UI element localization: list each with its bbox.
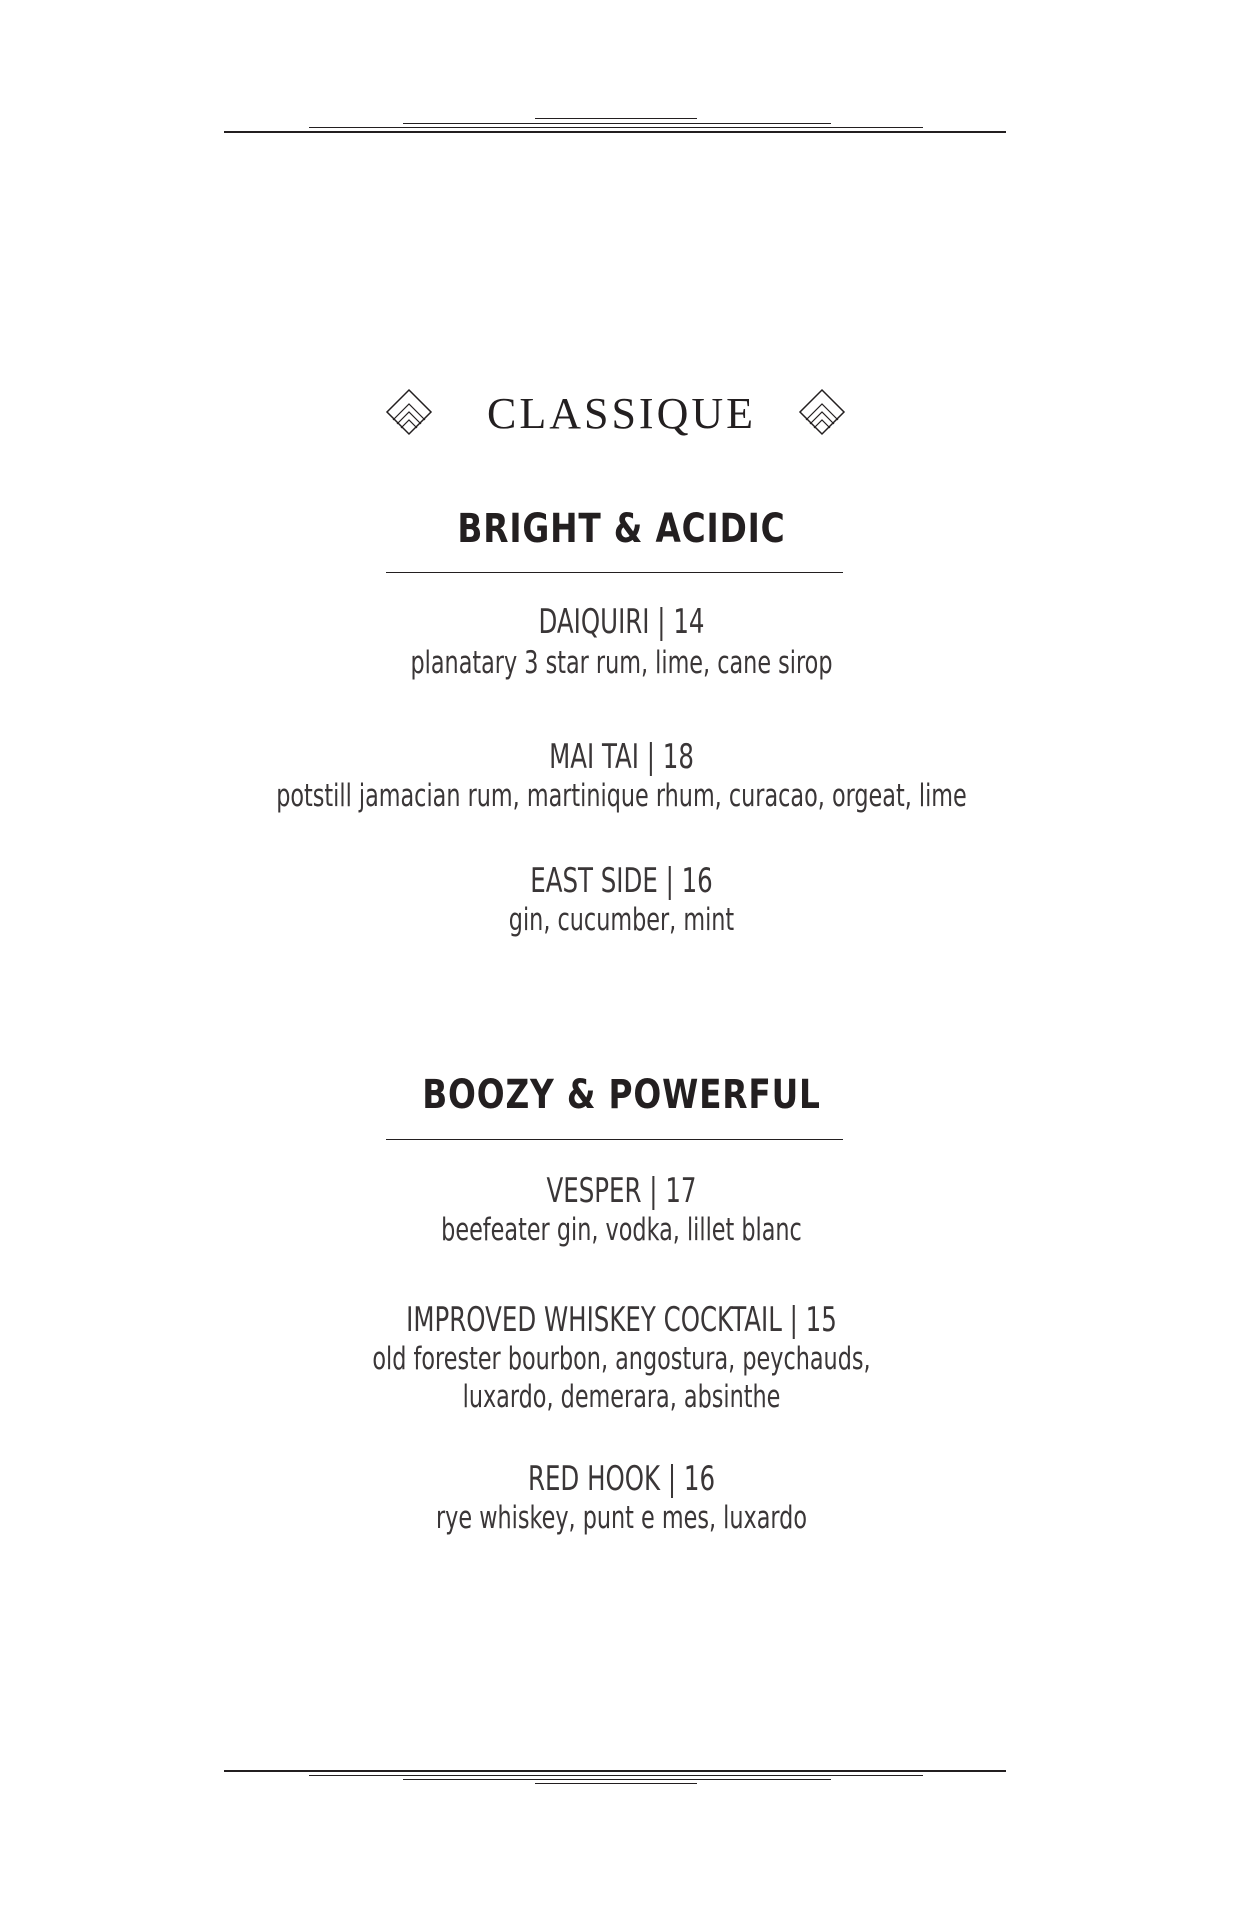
menu-item-mai-tai <box>0 737 1243 815</box>
menu-item-daiquiri <box>0 602 1243 682</box>
menu-item-description-line-2: luxardo, demerara, absinthe <box>462 1379 781 1415</box>
top-rule-4 <box>224 131 1006 133</box>
top-rule-3 <box>309 127 923 128</box>
menu-item-name: DAIQUIRI | 14 <box>538 602 705 642</box>
menu-item-red-hook <box>0 1459 1243 1537</box>
section-divider <box>386 1139 843 1140</box>
bottom-rule-3 <box>403 1779 831 1780</box>
menu-item-description: gin, cucumber, mint <box>508 902 735 938</box>
top-rule-2 <box>403 123 831 124</box>
bottom-rule-4 <box>535 1783 697 1784</box>
bottom-rule-1 <box>224 1770 1006 1772</box>
menu-item-description-line-1: old forester bourbon, angostura, peychauds, <box>372 1341 871 1377</box>
menu-item-east-side <box>0 861 1243 939</box>
menu-item-name: RED HOOK | 16 <box>527 1459 716 1499</box>
menu-item-name: EAST SIDE | 16 <box>530 861 713 901</box>
section-heading: BOOZY & POWERFUL <box>422 1072 821 1118</box>
menu-item-vesper <box>0 1171 1243 1249</box>
menu-item-name: IMPROVED WHISKEY COCKTAIL | 15 <box>406 1300 837 1340</box>
section-divider <box>386 572 843 573</box>
menu-item-description: potstill jamacian rum, martinique rhum, curacao, orgeat, lime <box>276 778 967 814</box>
menu-item-name: VESPER | 17 <box>546 1171 697 1211</box>
top-rule-1 <box>535 118 697 119</box>
menu-item-description: beefeater gin, vodka, lillet blanc <box>441 1212 802 1248</box>
section-heading: BRIGHT & ACIDIC <box>457 506 786 552</box>
menu-item-name: MAI TAI | 18 <box>549 737 694 777</box>
menu-item-improved-whiskey-cocktail <box>0 1300 1243 1416</box>
menu-title-row <box>0 384 1243 444</box>
menu-item-description: rye whiskey, punt e mes, luxardo <box>436 1500 807 1536</box>
art-deco-diamond-icon <box>798 388 846 436</box>
bottom-rule-2 <box>309 1775 923 1776</box>
menu-item-description: planatary 3 star rum, lime, cane sirop <box>410 645 833 681</box>
menu-title: CLASSIQUE <box>486 389 757 438</box>
